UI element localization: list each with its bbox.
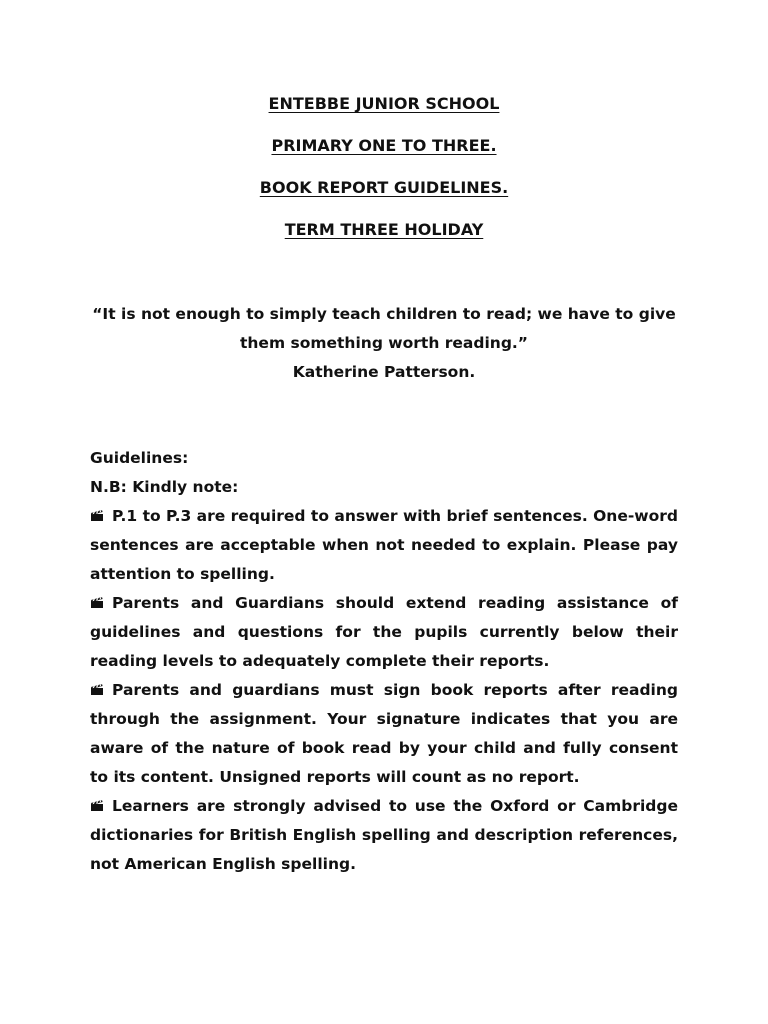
guideline-item [90, 502, 678, 589]
school-name: ENTEBBE JUNIOR SCHOOL [268, 94, 500, 113]
document-title: BOOK REPORT GUIDELINES. [259, 178, 509, 197]
clapperboard-icon [90, 683, 104, 696]
guideline-text: Learners are strongly advised to use the Oxford or Cambridge dictionaries for British English spelling and description references, not American English spelling. [90, 797, 678, 873]
guideline-item [90, 676, 678, 792]
clapperboard-icon [90, 799, 104, 812]
clapperboard-icon [90, 509, 104, 522]
quote [90, 300, 678, 387]
quote-line-1: “It is not enough to simply teach children to read; we have to give [92, 305, 676, 323]
guideline-text: Parents and Guardians should extend reading assistance of guidelines and questions for the pupils currently below their reading levels to adequately complete their reports. [90, 594, 678, 670]
guidelines-section [90, 444, 678, 879]
guideline-text: Parents and guardians must sign book reports after reading through the assignment. Your signature indicates that you are aware of the nature of book read by your child and fully consent to its content. Unsigned reports will count as no report. [90, 681, 678, 786]
quote-line-2: them something worth reading.” [239, 334, 528, 352]
quote-author: Katherine Patterson. [292, 363, 476, 381]
term-label: TERM THREE HOLIDAY [284, 220, 484, 239]
clapperboard-icon [90, 596, 104, 609]
guideline-item [90, 792, 678, 879]
guidelines-heading: Guidelines: [90, 449, 189, 467]
document-header [0, 94, 768, 262]
guideline-text: P.1 to P.3 are required to answer with brief sentences. One-word sentences are acceptable when not needed to explain. Please pay attention to spelling. [90, 507, 678, 583]
class-range: PRIMARY ONE TO THREE. [271, 136, 497, 155]
guideline-item [90, 589, 678, 676]
note-label: N.B: Kindly note: [90, 478, 239, 496]
